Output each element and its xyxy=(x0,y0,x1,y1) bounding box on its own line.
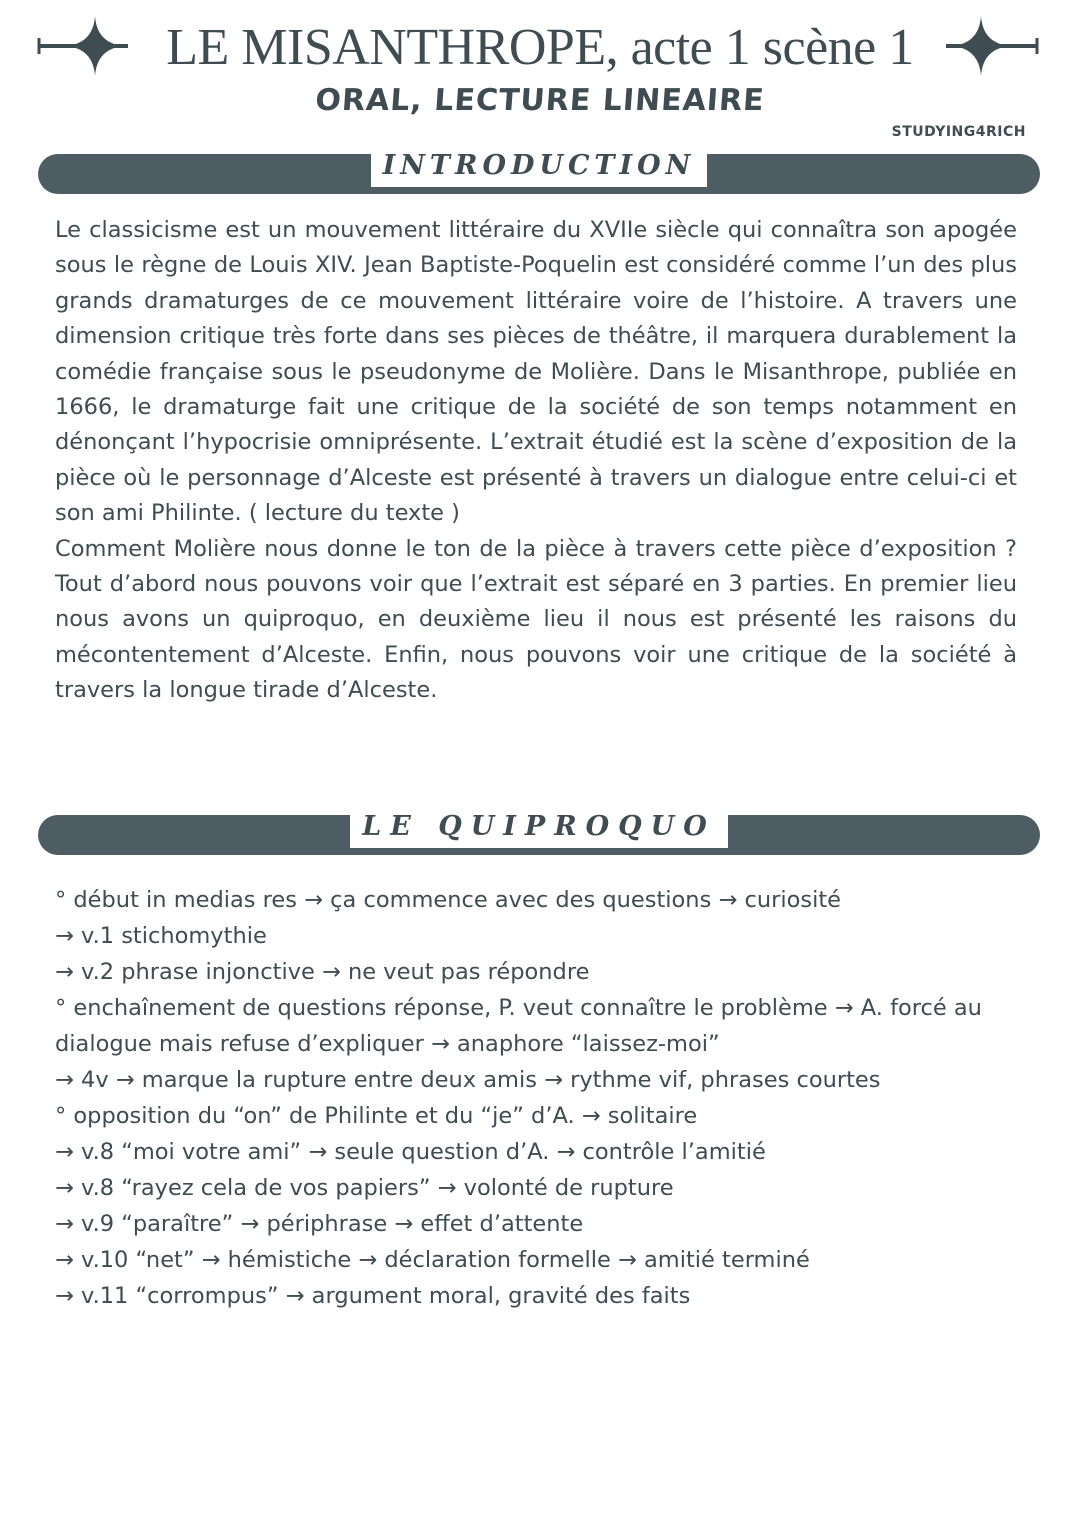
section-header-introduction xyxy=(38,150,1040,194)
sparkle-line-right-icon xyxy=(946,14,1076,84)
note-line: ° début in medias res → ça commence avec des questions → curiosité xyxy=(55,887,841,913)
note-line: ° enchaînement de questions réponse, P. veut connaître le problème → A. forcé au dialogue mais refuse d’expliquer → anaphore “laissez-moi” xyxy=(55,995,982,1057)
introduction-text xyxy=(55,213,1017,709)
note-line: → v.2 phrase injonctive → ne veut pas répondre xyxy=(55,959,590,985)
section-heading-label xyxy=(38,150,1040,182)
note-line: → v.1 stichomythie xyxy=(55,923,267,949)
sparkle-line-left-icon xyxy=(0,14,140,84)
section-heading-text: LE QUIPROQUO xyxy=(350,811,728,848)
section-heading-text: INTRODUCTION xyxy=(371,150,708,187)
note-line: → v.11 “corrompus” → argument moral, gravité des faits xyxy=(55,1283,691,1309)
quiproquo-notes xyxy=(55,882,1045,1314)
note-line: → 4v → marque la rupture entre deux amis → rythme vif, phrases courtes xyxy=(55,1067,881,1093)
author-tag: STUDYING4RICH xyxy=(891,124,1026,140)
section-heading-label xyxy=(38,811,1040,843)
note-line: → v.9 “paraître” → périphrase → effet d’attente xyxy=(55,1211,584,1237)
intro-paragraph: Le classicisme est un mouvement littéraire du XVIIe siècle qui connaîtra son apogée sous le règne de Louis XIV. Jean Baptiste-Poquelin est considéré comme l’un des plus grands dramaturges de ce mouvement littéraire voire de l’histoire. A travers une dimension critique très forte dans ses pièces de théâtre, il marquera durablement la comédie française sous le pseudonyme de Molière. Dans le Misanthrope, publiée en 1666, le dramaturge fait une critique de la société de son temps notamment en dénonçant l’hypocrisie omniprésente. L’extrait étudié est la scène d’exposition de la pièce où le personnage d’Alceste est présenté à travers un dialogue entre celui-ci et son ami Philinte. ( lecture du texte ) xyxy=(55,217,1017,527)
title-row xyxy=(0,14,1080,84)
page-subtitle: ORAL, LECTURE LINEAIRE xyxy=(314,83,766,118)
intro-paragraph: Comment Molière nous donne le ton de la pièce à travers cette pièce d’exposition ? Tout d’abord nous pouvons voir que l’extrait est séparé en 3 parties. En premier lieu nous avons un quiproquo, en deuxième lieu il nous est présenté les raisons du mécontentement d’Alceste. Enfin, nous pouvons voir une critique de la société à travers la longue tirade d’Alceste. xyxy=(55,535,1017,704)
note-line: → v.8 “rayez cela de vos papiers” → volonté de rupture xyxy=(55,1175,674,1201)
section-header-quiproquo xyxy=(38,811,1040,855)
note-line: ° opposition du “on” de Philinte et du “je” d’A. → solitaire xyxy=(55,1103,698,1129)
page-title: LE MISANTHROPE, acte 1 scène 1 xyxy=(166,19,914,76)
note-line: → v.10 “net” → hémistiche → déclaration formelle → amitié terminé xyxy=(55,1247,810,1273)
note-line: → v.8 “moi votre ami” → seule question d’A. → contrôle l’amitié xyxy=(55,1139,766,1165)
